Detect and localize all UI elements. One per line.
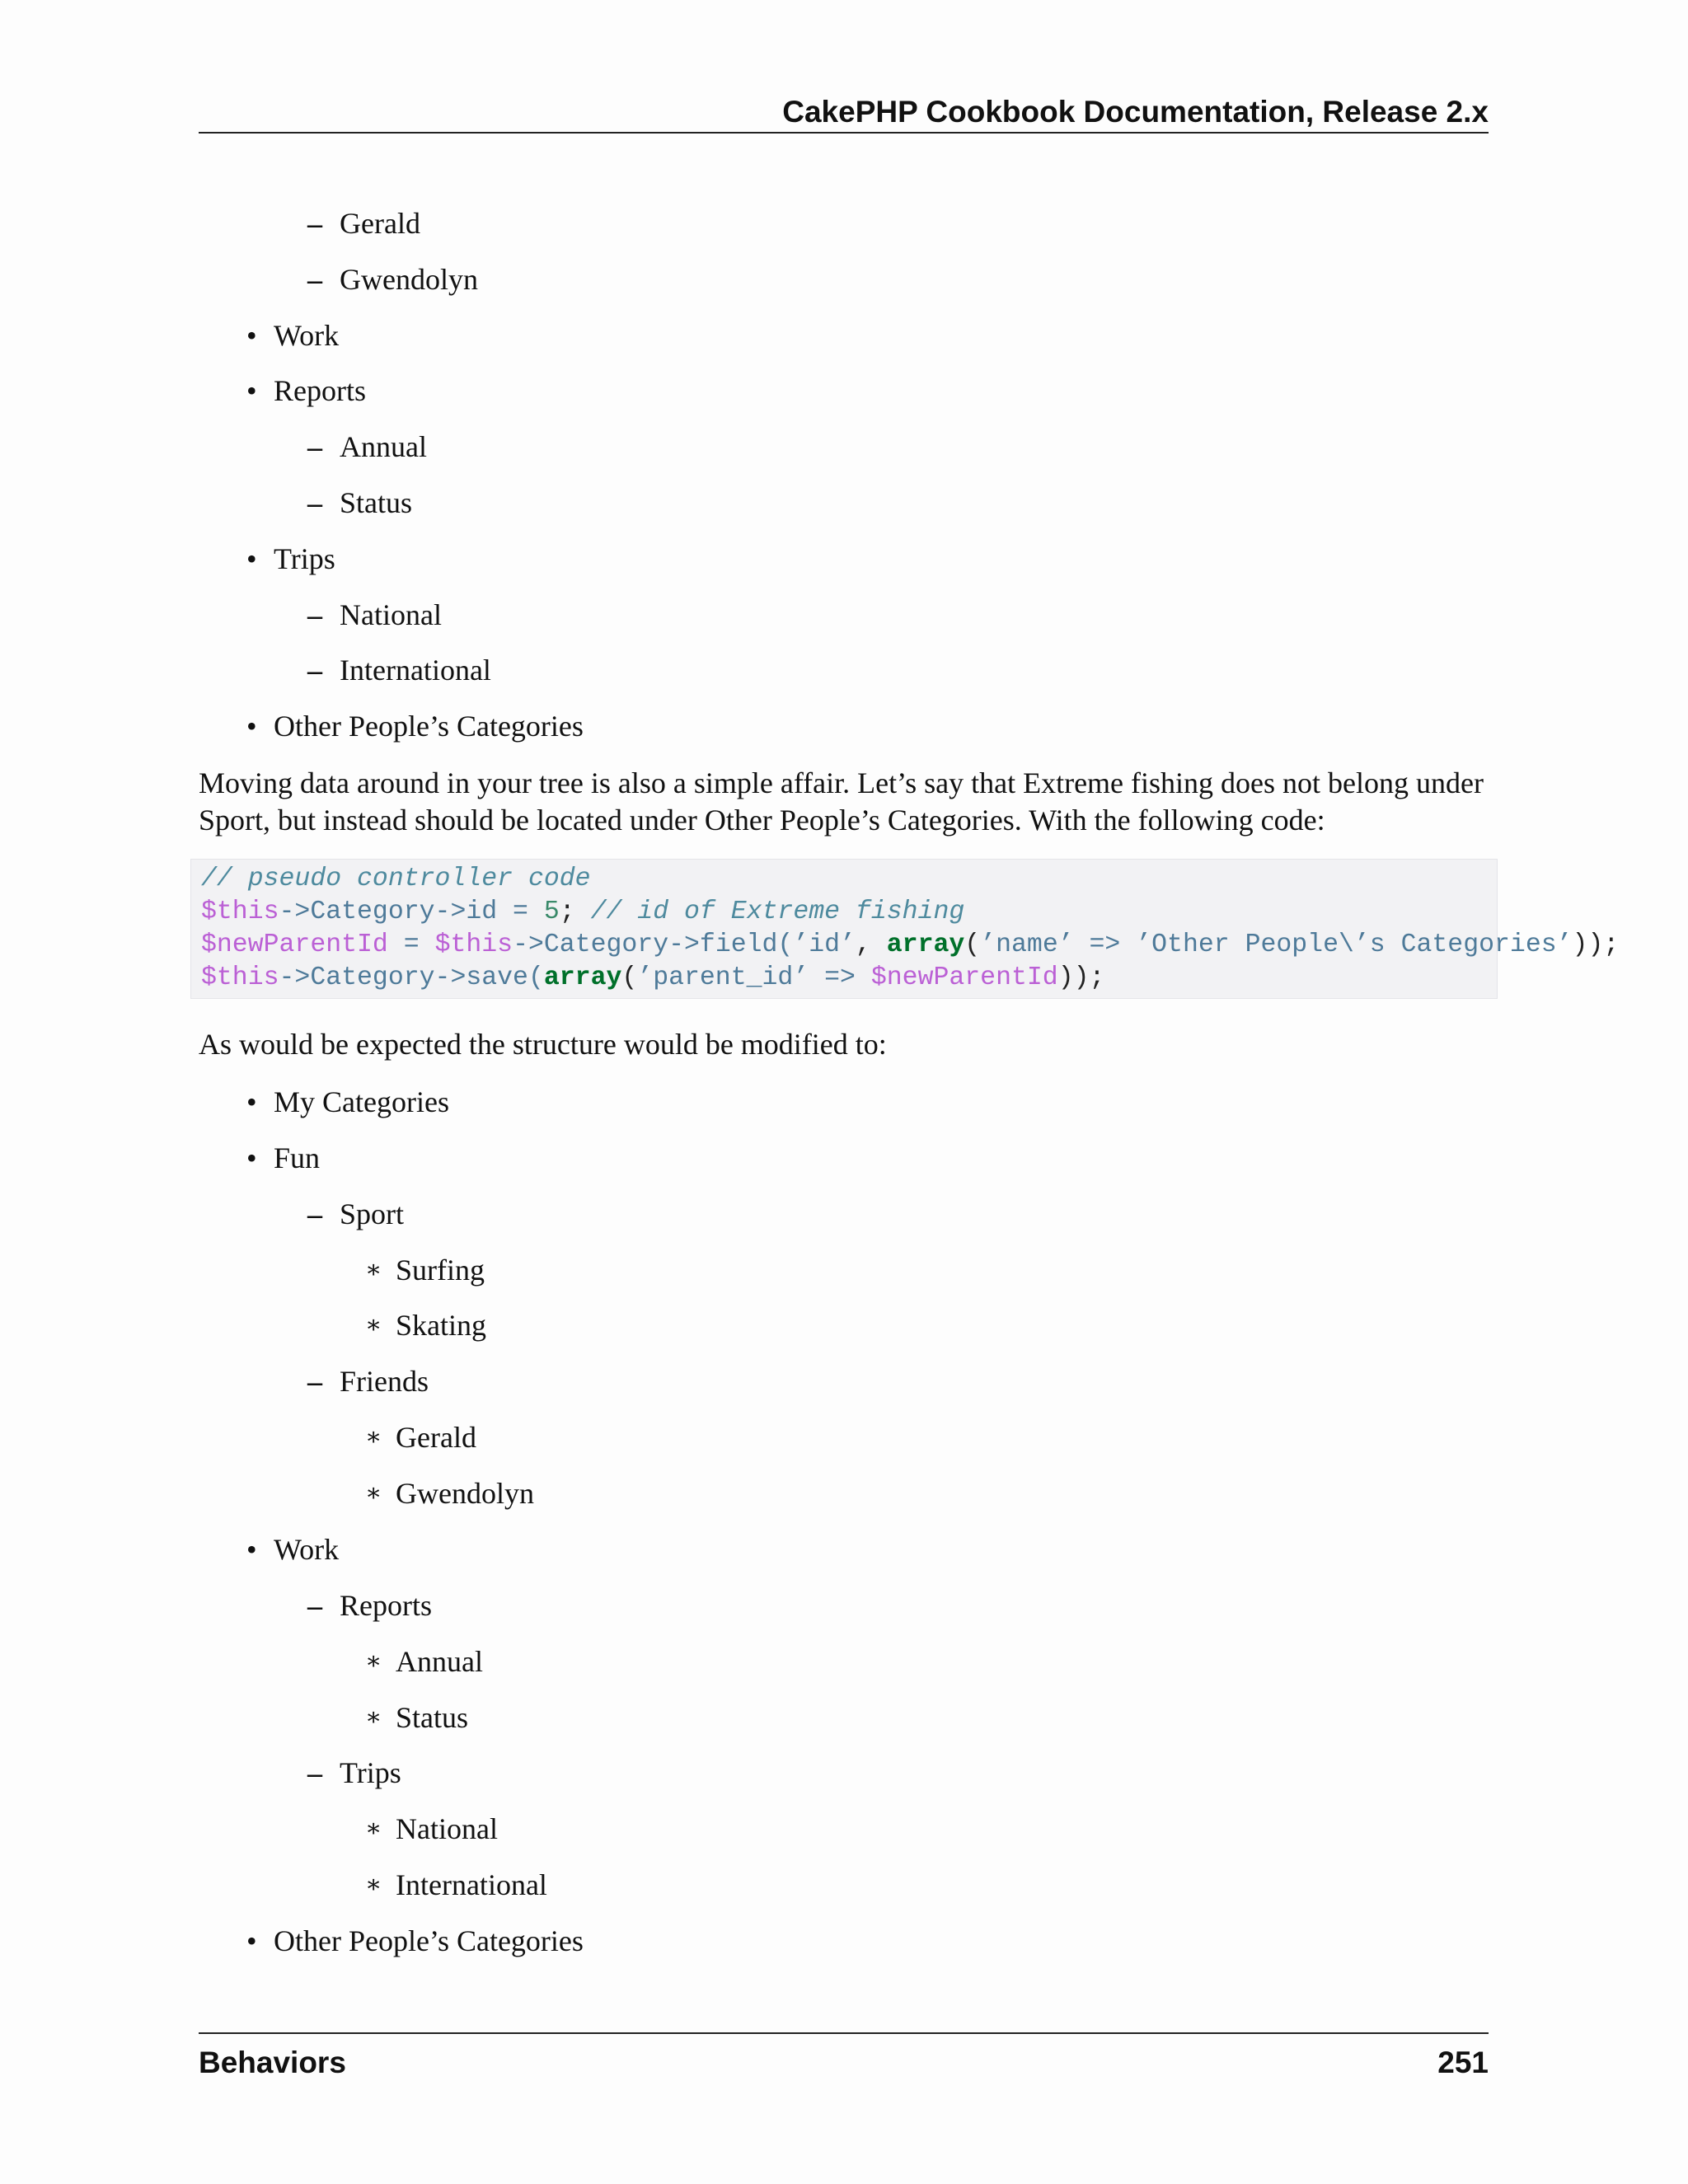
list-item: National [340, 598, 442, 631]
list-item: Surfing [396, 1253, 485, 1286]
list-item: Fun [274, 1141, 321, 1174]
dash-marker: – [307, 598, 322, 631]
paragraph-move-line-1: Moving data around in your tree is also a simple affair. Let’s say that Extreme fishing does not belong under [199, 766, 1484, 799]
list-item: Work [274, 318, 340, 352]
list-item: Skating [396, 1309, 487, 1343]
list-item: Gwendolyn [340, 262, 478, 296]
bullet-marker: • [246, 541, 257, 575]
bullet-marker: • [246, 374, 257, 408]
list-item: Gwendolyn [396, 1477, 534, 1511]
code-block [190, 859, 1620, 999]
list-item: Trips [274, 541, 335, 575]
list-item: Other People’s Categories [274, 710, 584, 743]
list-item: Other People’s Categories [274, 1924, 584, 1958]
star-marker: ∗ [365, 1703, 382, 1731]
code-line-3: $newParentId = $this->Category->field(’id’, array(’name’ => ’Other People\’s Categories’)); [201, 930, 1620, 959]
star-marker: ∗ [365, 1871, 382, 1899]
page-footer [199, 2032, 1489, 2083]
star-marker: ∗ [365, 1647, 382, 1675]
paragraph-expected: As would be expected the structure would be modified to: [199, 1028, 887, 1061]
star-marker: ∗ [365, 1423, 382, 1451]
dash-marker: – [307, 1588, 322, 1622]
list-item: Trips [340, 1756, 401, 1790]
list-item: My Categories [274, 1085, 449, 1118]
code-line-2: $this->Category->id = 5; // id of Extreme fishing [201, 898, 965, 926]
list-item: Status [340, 486, 413, 519]
star-marker: ∗ [365, 1815, 382, 1843]
page-header [199, 92, 1489, 134]
list-item: Friends [340, 1365, 429, 1399]
code-line-4: $this->Category->save(array(’parent_id’ => $newParentId)); [201, 963, 1105, 992]
list-item: Gerald [396, 1421, 476, 1455]
footer-section-title: Behaviors [199, 2046, 346, 2079]
list-item: Gerald [340, 207, 420, 240]
bullet-marker: • [246, 1085, 257, 1118]
dash-marker: – [307, 1756, 322, 1790]
list-item: Sport [340, 1197, 405, 1230]
bullet-marker: • [246, 318, 257, 352]
bullet-marker: • [246, 1924, 257, 1958]
dash-marker: – [307, 654, 322, 687]
bullet-marker: • [246, 1141, 257, 1174]
list-item: Work [274, 1532, 340, 1566]
list-item: Annual [340, 430, 427, 464]
code-line-1: // pseudo controller code [201, 865, 591, 893]
paragraph-move-line-2: Sport, but instead should be located under Other People’s Categories. With the following code: [199, 804, 1325, 837]
list-item: Annual [396, 1644, 483, 1678]
dash-marker: – [307, 486, 322, 519]
list-item: Status [396, 1700, 469, 1734]
list-item: Reports [274, 374, 366, 408]
dash-marker: – [307, 207, 322, 240]
list-item: International [340, 654, 491, 687]
dash-marker: – [307, 262, 322, 296]
star-marker: ∗ [365, 1479, 382, 1507]
dash-marker: – [307, 1197, 322, 1230]
star-marker: ∗ [365, 1255, 382, 1283]
dash-marker: – [307, 1365, 322, 1399]
bullet-marker: • [246, 1532, 257, 1566]
page-number: 251 [1437, 2046, 1489, 2079]
dash-marker: – [307, 430, 322, 464]
bullet-marker: • [246, 710, 257, 743]
list-item: National [396, 1812, 498, 1846]
header-title: CakePHP Cookbook Documentation, Release 2.x [782, 95, 1489, 129]
list-item: Reports [340, 1588, 432, 1622]
list-item: International [396, 1868, 547, 1902]
star-marker: ∗ [365, 1311, 382, 1339]
